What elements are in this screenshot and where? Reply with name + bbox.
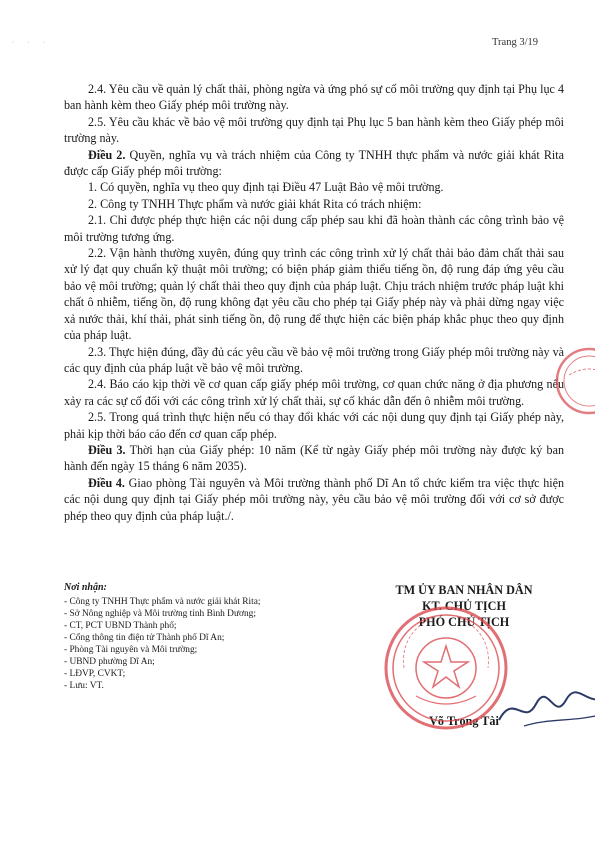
paragraph-text: 2.2. Vận hành thường xuyên, đúng quy trình các công trình xử lý chất thải bảo đảm chất thải sau xử lý đạt quy chuẩn kỹ thuật môi trường; có biện pháp giảm thiểu tiếng ồn, độ rung đáp ứng yêu cầu bảo vệ môi trường; quản lý chất thải theo quy định của pháp luật. Chịu trách nhiệm trước pháp luật khi chất ô nhiễm, tiếng ồn, độ rung không đạt yêu cầu cho phép tại Giấy phép này và phải dừng ngay việc xả nước thải, khí thải, phát sinh tiếng ồn, độ rung để thực hiện các biện pháp khắc phục theo quy định của pháp luật. bbox=[64, 246, 564, 343]
article-heading: Điều 4. bbox=[88, 475, 125, 490]
handwritten-signature-icon bbox=[494, 682, 595, 732]
paragraph-text: 2.4. Yêu cầu về quản lý chất thải, phòng ngừa và ứng phó sự cố môi trường quy định tại Phụ lục 4 ban hành kèm theo Giấy phép môi trường này. bbox=[64, 82, 564, 113]
paragraph-text: Thời hạn của Giấy phép: 10 năm (Kể từ ngày Giấy phép môi trường này được ký ban hành đến ngày 15 tháng 6 năm 2035). bbox=[64, 442, 565, 474]
signer-name: Võ Trọng Tài bbox=[429, 714, 499, 728]
body-paragraph bbox=[64, 81, 564, 114]
paragraph-text: 2.5. Trong quá trình thực hiện nếu có thay đổi khác với các nội dung quy định tại Giấy phép này, phải kịp thời báo cáo đến cơ quan cấp phép. bbox=[64, 410, 564, 441]
recipients-block bbox=[64, 582, 334, 692]
body-paragraph bbox=[64, 442, 564, 475]
recipient-item: - Cổng thông tin điện tử Thành phố Dĩ An; bbox=[64, 633, 225, 643]
paragraph-text: 2.3. Thực hiện đúng, đầy đủ các yêu cầu về bảo vệ môi trường trong Giấy phép môi trường này và các quy định của pháp luật về bảo vệ môi trường. bbox=[64, 344, 564, 375]
body-paragraph bbox=[64, 212, 564, 245]
recipients-title: Nơi nhận: bbox=[64, 582, 107, 593]
paragraph-text: 2.5. Yêu cầu khác về bảo vệ môi trường quy định tại Phụ lục 5 ban hành kèm theo Giấy phép môi trường này. bbox=[64, 114, 564, 146]
paragraph-text: 2.4. Báo cáo kịp thời về cơ quan cấp giấy phép môi trường, cơ quan chức năng ở địa phương nếu xảy ra các sự cố đối với các công trình xử lý chất thải, sự cố khác dẫn đến ô nhiễm môi trường. bbox=[64, 377, 564, 408]
official-seal-icon bbox=[382, 604, 510, 732]
recipients-list bbox=[64, 596, 334, 692]
recipient-item: - Phòng Tài nguyên và Môi trường; bbox=[64, 645, 198, 655]
body-paragraph bbox=[64, 196, 564, 212]
body-paragraph bbox=[64, 147, 564, 180]
body-paragraph bbox=[64, 179, 564, 195]
body-paragraph bbox=[64, 344, 564, 377]
sign-org: TM ỦY BAN NHÂN DÂN bbox=[395, 583, 533, 597]
paragraph-text: 1. Có quyền, nghĩa vụ theo quy định tại Điều 47 Luật Bảo vệ môi trường. bbox=[88, 180, 444, 195]
paragraph-text: Quyền, nghĩa vụ và trách nhiệm của Công ty TNHH thực phẩm và nước giải khát Rita được cấp Giấy phép môi trường: bbox=[64, 147, 565, 179]
paragraph-text: 2.1. Chỉ được phép thực hiện các nội dung cấp phép sau khi đã hoàn thành các công trình bảo vệ môi trường tương ứng. bbox=[64, 213, 564, 244]
article-heading: Điều 3. bbox=[88, 442, 126, 457]
paragraph-text: Giao phòng Tài nguyên và Môi trường thành phố Dĩ An tổ chức kiểm tra việc thực hiện các nội dung quy định tại Giấy phép môi trường này, yêu cầu bảo vệ môi trường đối với cơ sở được phép theo quy định của pháp luật./. bbox=[64, 475, 565, 523]
article-heading: Điều 2. bbox=[88, 147, 126, 162]
sign-title-1: KT. CHỦ TỊCH bbox=[422, 599, 506, 613]
body-paragraph bbox=[64, 245, 564, 343]
recipient-item: - Sở Nông nghiệp và Môi trường tỉnh Bình Dương; bbox=[64, 609, 256, 619]
body-paragraph bbox=[64, 376, 564, 409]
scan-specks: · · · bbox=[12, 40, 51, 46]
recipient-item: - LĐVP, CVKT; bbox=[64, 669, 126, 679]
body-paragraph bbox=[64, 475, 564, 524]
recipient-item: - Công ty TNHH Thực phẩm và nước giải khát Rita; bbox=[64, 597, 261, 607]
sign-title-2: PHÓ CHỦ TỊCH bbox=[418, 615, 510, 629]
edge-seal-icon bbox=[553, 345, 595, 417]
body-paragraph bbox=[64, 114, 564, 147]
paragraph-text: 2. Công ty TNHH Thực phẩm và nước giải khát Rita có trách nhiệm: bbox=[88, 196, 422, 211]
recipient-item: - CT, PCT UBND Thành phố; bbox=[64, 621, 177, 631]
recipient-item: - Lưu: VT. bbox=[64, 681, 104, 691]
document-body bbox=[64, 81, 564, 524]
recipient-item: - UBND phường Dĩ An; bbox=[64, 657, 155, 667]
body-paragraph bbox=[64, 409, 564, 442]
page-number: Trang 3/19 bbox=[492, 37, 538, 48]
document-footer bbox=[64, 582, 564, 732]
